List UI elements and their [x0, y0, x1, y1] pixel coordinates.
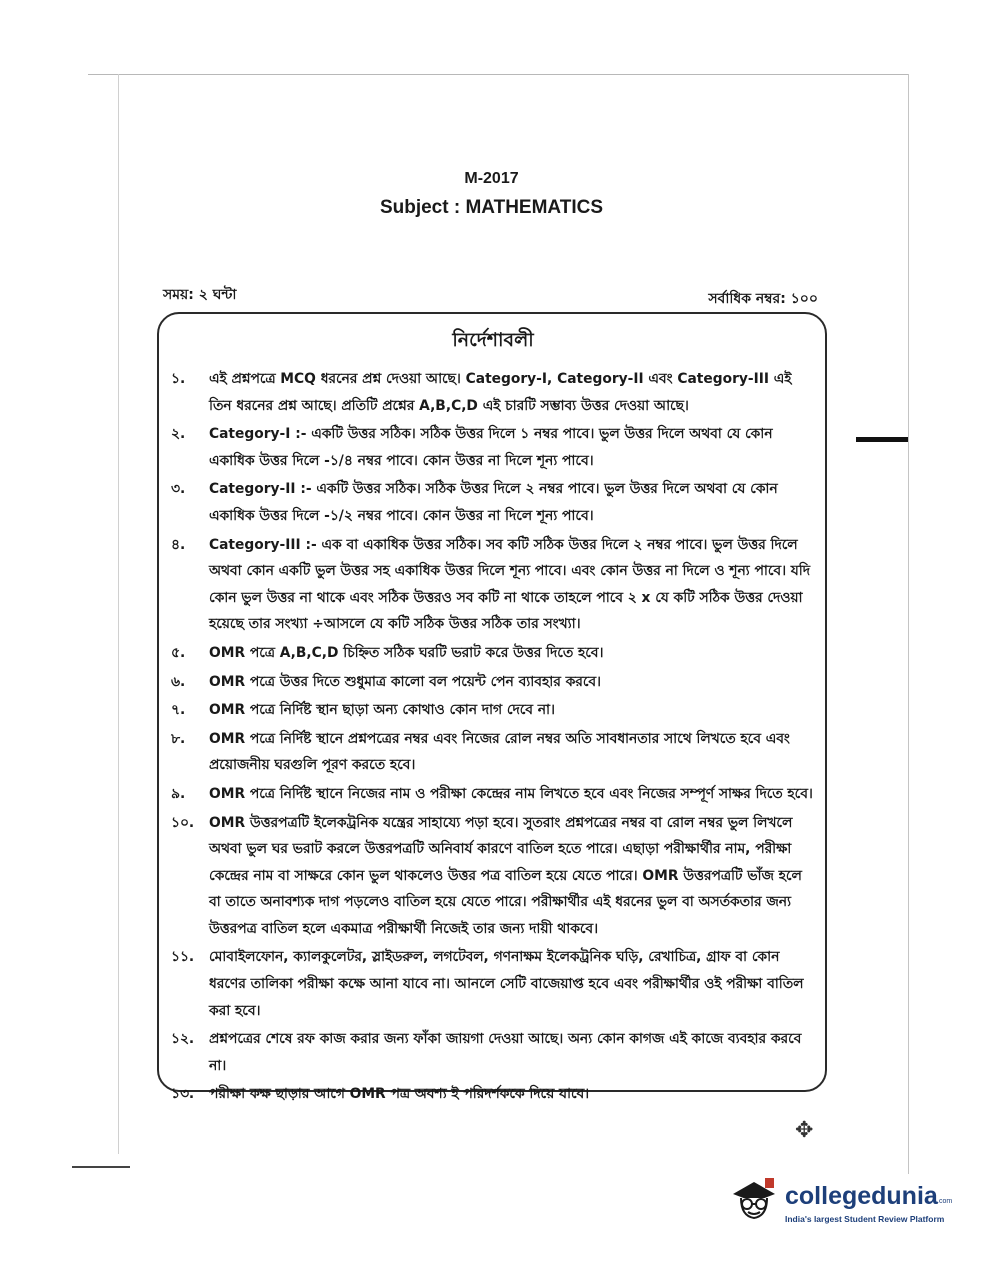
instruction-text: OMR পত্রে উত্তর দিতে শুধুমাত্র কালো বল পয়েন্ট পেন ব্যাবহার করবে।: [209, 673, 601, 690]
instruction-number: ১৩.: [171, 1086, 195, 1103]
instruction-text: Category-I :- একটি উত্তর সঠিক। সঠিক উত্তর দিলে ১ নম্বর পাবে। ভুল উত্তর দিলে অথবা যে কোন একাধিক উত্তর দিলে -১/৪ নম্বর পাবে। কোন উত্তর না দিলে শূন্য পাবে।: [209, 426, 773, 469]
instruction-number: ৫.: [171, 644, 186, 661]
instruction-item: [171, 781, 815, 808]
instruction-item: [171, 421, 815, 474]
instruction-number: ৪.: [171, 536, 186, 553]
instruction-text: OMR পত্রে নির্দিষ্ট স্থান ছাড়া অন্য কোথাও কোন দাগ দেবে না।: [209, 702, 555, 719]
full-marks: সর্বাধিক নম্বর: ১০০: [708, 291, 818, 307]
instruction-text: এই প্রশ্নপত্রে MCQ ধরনের প্রশ্ন দেওয়া আছে। Category-I, Category-II এবং Category-III এই তিন ধরনের প্রশ্ন আছে। প্রতিটি প্রশ্নের A,B,C,D এই চারটি সম্ভাব্য উত্তর দেওয়া আছে।: [209, 371, 792, 414]
instruction-text: OMR পত্রে A,B,C,D চিহ্নিত সঠিক ঘরটি ভরাট করে উত্তর দিতে হবে।: [209, 644, 604, 661]
instruction-text: প্রশ্নপত্রের শেষে রফ কাজ করার জন্য ফাঁকা জায়গা দেওয়া আছে। অন্য কোন কাগজ এই কাজে ব্যবহার করবে না।: [209, 1031, 802, 1074]
instruction-text: OMR উত্তরপত্রটি ইলেকট্রনিক যন্ত্রের সাহায্যে পড়া হবে। সুতরাং প্রশ্নপত্রের নম্বর বা রোল নম্বর ভুল লিখলে অথবা ভুল ঘর ভরাট করলে উত্তরপত্রটি অনিবার্য কারণে বাতিল হতে পারে। এছাড়া পরীক্ষার্থীর নাম, পরীক্ষা কেন্দ্রের নাম বা সাক্ষরে কোন ভুল থাকলেও উত্তর পত্র বাতিল হয়ে যেতে পারে। OMR উত্তরপত্রটি ভাঁজ হলে বা তাতে অনাবশ্যক দাগ পড়লেও বাতিল হয়ে যেতে পারে। পরীক্ষার্থীর এই ধরনের ভুল বা অসর্তকতার জন্য উত্তরপত্র বাতিল হলে একমাত্র পরীক্ষার্থী নিজেই তার জন্য দায়ী থাকবে।: [209, 814, 802, 937]
instruction-number: ১.: [171, 371, 186, 387]
instruction-text: মোবাইলফোন, ক্যালকুলেটর, স্লাইডরুল, লগটেবল, গণনাক্ষম ইলেকট্রনিক ঘড়ি, রেখাচিত্র, গ্রাফ বা কোন ধরণের তালিকা পরীক্ষা কক্ষে আনা যাবে না। আনলে সেটি বাজেয়াপ্ত হবে এবং পরীক্ষার্থীর ওই পরীক্ষা বাতিল করা হবে।: [209, 949, 804, 1019]
instruction-item: [171, 726, 815, 779]
registration-mark-icon: ✥: [795, 1118, 814, 1143]
instruction-item: [171, 697, 815, 724]
instruction-item: [171, 532, 815, 638]
instruction-item: [171, 1026, 815, 1079]
instruction-number: ৯.: [171, 785, 186, 802]
instruction-item: [171, 366, 815, 419]
instruction-text: Category-II :- একটি উত্তর সঠিক। সঠিক উত্তর দিলে ২ নম্বর পাবে। ভুল উত্তর দিলে অথবা যে কোন একাধিক উত্তর দিলে -১/২ নম্বর পাবে। কোন উত্তর না দিলে শূন্য পাবে।: [209, 481, 778, 524]
instruction-item: [171, 669, 815, 696]
instruction-text: পরীক্ষা কক্ষ ছাড়ার আগে OMR পত্র অবশ্য ই পরিদর্শককে দিয়ে যাবে।: [209, 1086, 590, 1103]
instruction-item: [171, 476, 815, 529]
instruction-item: [171, 640, 815, 667]
instruction-number: ৭.: [171, 702, 186, 719]
instruction-number: ১০.: [171, 814, 195, 831]
instruction-number: ২.: [171, 426, 186, 443]
collegedunia-logo-icon: [727, 1172, 781, 1232]
brand-tagline: India's largest Student Review Platform: [785, 1214, 945, 1224]
brand-name: collegedunia: [785, 1182, 938, 1210]
scan-edge-top: [88, 74, 908, 75]
brand-domain: .com: [937, 1198, 953, 1205]
instruction-number: ১২.: [171, 1031, 195, 1048]
instruction-text: OMR পত্রে নির্দিষ্ট স্থানে নিজের নাম ও পরীক্ষা কেন্দ্রের নাম লিখতে হবে এবং নিজের সম্পূর্ণ সাক্ষর দিতে হবে।: [209, 785, 813, 802]
instruction-number: ১১.: [171, 949, 195, 966]
paper-code: M-2017: [464, 170, 519, 187]
instructions-list: [171, 366, 815, 1108]
instructions-box: [157, 312, 827, 1103]
instruction-text: OMR পত্রে নির্দিষ্ট স্থানে প্রশ্নপত্রের নম্বর এবং নিজের রোল নম্বর অতি সাবধানতার সাথে লিখতে হবে এবং প্রয়োজনীয় ঘরগুলি পূরণ করতে হবে।: [209, 730, 790, 774]
scan-edge-right: [908, 74, 909, 1174]
instruction-item: [171, 944, 815, 1024]
page-title: Subject : MATHEMATICS: [379, 197, 604, 218]
instruction-number: ৩.: [171, 481, 186, 498]
exam-duration: সময়: ২ ঘন্টা: [163, 287, 237, 303]
instruction-item: [171, 810, 815, 943]
scan-edge-left: [118, 74, 119, 1154]
instruction-text: Category-III :- এক বা একাধিক উত্তর সঠিক। সব কটি সঠিক উত্তর দিলে ২ নম্বর পাবে। ভুল উত্তর দিলে অথবা কোন একটি ভুল উত্তর সহ একাধিক উত্তর দিলে শূন্য পাবে। এবং কোন উত্তর না দিলে ও শূন্য পাবে। যদি কোন ভুল উত্তর না থাকে এবং সঠিক উত্তরও সব কটি না থাকে তাহলে পাবে ২ x যে কটি সঠিক উত্তর দেওয়া হয়েছে তার সংখ্যা ÷আসলে যে কটি সঠিক উত্তর সঠিক তার সংখ্যা।: [209, 536, 810, 633]
scan-mark: [856, 437, 908, 442]
collegedunia-watermark: [727, 1168, 957, 1248]
instruction-item: [171, 1081, 815, 1108]
scan-mark: [72, 1166, 130, 1168]
instruction-number: ৮.: [171, 730, 186, 747]
instruction-number: ৬.: [171, 673, 186, 690]
instructions-title: নির্দেশাবলী: [452, 329, 534, 351]
